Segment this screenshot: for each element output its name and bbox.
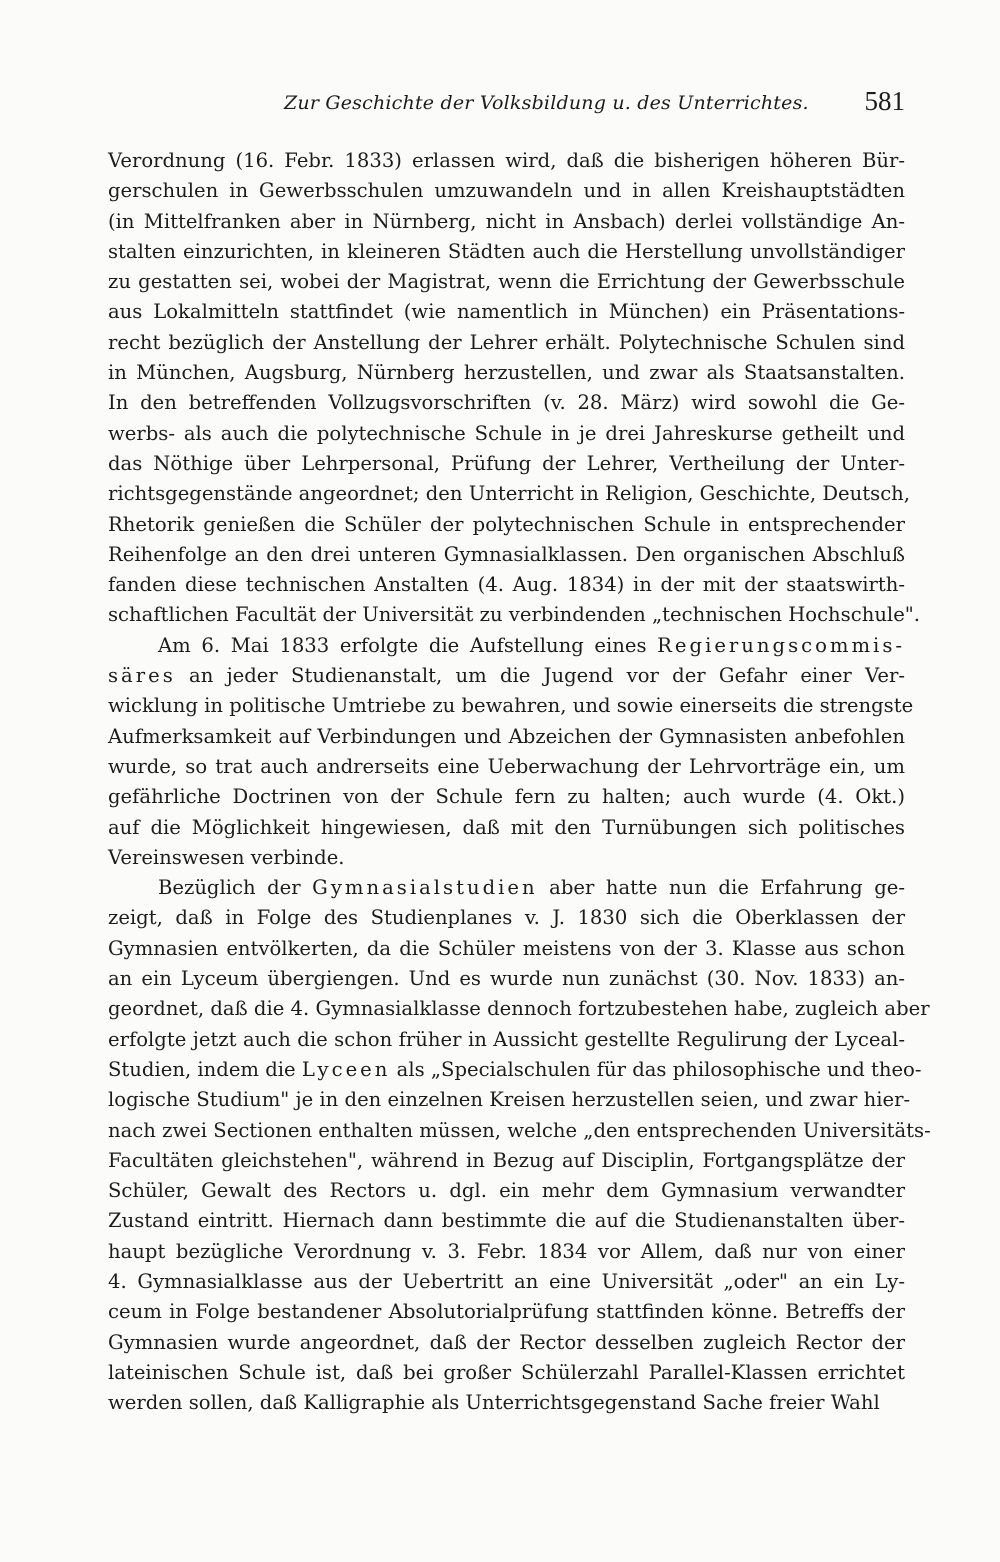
text-line [108, 1267, 905, 1297]
text-segment: aber hatte nun die Erfahrung ge- [537, 876, 905, 900]
text-line: Verordnung (16. Febr. 1833) erlassen wird, daß die bisherigen höheren Bür- [108, 149, 905, 172]
text-segment: ceum in Folge bestandener Absolutorialprüfung stattfinden könne. Betreffs der [108, 1300, 905, 1324]
text-line [108, 722, 905, 752]
text-line: aus Lokalmitteln stattfindet (wie namentlich in München) ein Präsentations- [108, 300, 905, 324]
text-segment: Vereinswesen verbinde. [108, 845, 345, 869]
text-line: In den betreffenden Vollzugsvorschriften (v. 28. März) wird sowohl die Ge- [108, 391, 905, 415]
text-segment: Gymnasien wurde angeordnet, daß der Rector desselben zugleich Rector der [108, 1330, 905, 1354]
text-line [108, 1297, 905, 1327]
text-line [108, 1328, 905, 1358]
text-line [108, 994, 930, 1024]
text-line: stalten einzurichten, in kleineren Städten auch die Herstellung unvollständiger [108, 239, 905, 263]
text-segment: an ein Lyceum übergiengen. Und es wurde nun zunächst (30. Nov. 1833) an- [108, 967, 905, 991]
text-line [108, 1146, 905, 1176]
text-line: fanden diese technischen Anstalten (4. Aug. 1834) in der mit der staatswirth- [108, 573, 905, 597]
text-segment: gefährliche Doctrinen von der Schule fern zu halten; auch wurde (4. Okt.) [108, 785, 905, 809]
text-segment: Zustand eintritt. Hiernach dann bestimmte die auf die Studienanstalten über- [108, 1209, 905, 1233]
text-line [108, 1237, 905, 1267]
text-line [108, 1388, 905, 1418]
text-segment: als „Specialschulen für das philosophische und theo- [390, 1057, 922, 1081]
page-body [108, 146, 931, 1418]
text-segment: Schüler, Gewalt des Rectors u. dgl. ein mehr dem Gymnasium verwandter [108, 1179, 905, 1203]
text-segment: nach zwei Sectionen enthalten müssen, welche „den entsprechenden Universitäts- [108, 1118, 931, 1142]
text-segment: wicklung in politische Umtriebe zu bewahren, und sowie einerseits die strengste [108, 694, 914, 718]
paragraph-2 [108, 631, 914, 873]
text-segment: wurde, so trat auch andrerseits eine Ueberwachung der Lehrvorträge ein, um [108, 754, 905, 778]
text-line [108, 843, 905, 873]
text-segment: erfolgte jetzt auch die schon früher in Aussicht gestellte Regulirung der Lyceal- [108, 1027, 905, 1051]
emphasized-term: Regierungscommis- [657, 633, 905, 657]
text-line [108, 1085, 911, 1115]
text-line: richtsgegenstände angeordnet; den Unterricht in Religion, Geschichte, Deutsch, [108, 482, 911, 506]
text-line: recht bezüglich der Anstellung der Lehrer erhält. Polytechnische Schulen sind [108, 330, 905, 354]
text-segment: logische Studium" je in den einzelnen Kreisen herzustellen seien, und zwar hier- [108, 1088, 911, 1112]
text-line: Reihenfolge an den drei unteren Gymnasialklassen. Den organischen Abschluß [108, 542, 905, 566]
text-line: (in Mittelfranken aber in Nürnberg, nicht in Ansbach) derlei vollständige An- [108, 209, 905, 233]
paragraph-1 [108, 146, 921, 631]
text-segment: Am 6. Mai 1833 erfolgte die Aufstellung eines [158, 633, 658, 657]
text-line [108, 1055, 922, 1085]
text-line [108, 1025, 905, 1055]
text-line [108, 903, 905, 933]
text-line: schaftlichen Facultät der Universität zu verbindenden „technischen Hochschule". [108, 603, 921, 627]
page-header [108, 86, 905, 124]
text-line: in München, Augsburg, Nürnberg herzustellen, und zwar als Staatsanstalten. [108, 361, 905, 385]
text-line [108, 964, 905, 994]
text-line: das Nöthige über Lehrpersonal, Prüfung der Lehrer, Vertheilung der Unter- [108, 451, 905, 475]
text-line [108, 661, 905, 691]
text-segment: an jeder Studienanstalt, um die Jugend vor der Gefahr einer Ver- [175, 664, 905, 688]
text-segment: haupt bezügliche Verordnung v. 3. Febr. 1834 vor Allem, daß nur von einer [108, 1239, 905, 1263]
text-line [108, 1206, 905, 1236]
text-line [108, 782, 905, 812]
text-line [108, 631, 905, 661]
text-line: zu gestatten sei, wobei der Magistrat, wenn die Errichtung der Gewerbsschule [108, 270, 905, 294]
paragraph-3 [108, 873, 931, 1418]
text-segment: Studien, indem die [108, 1057, 302, 1081]
text-line [108, 1358, 905, 1388]
emphasized-term: säres [108, 664, 176, 688]
text-segment: auf die Möglichkeit hingewiesen, daß mit den Turnübungen sich politisches [108, 815, 905, 839]
page-number: 581 [864, 86, 905, 116]
text-line [108, 691, 914, 721]
text-line [108, 813, 905, 843]
text-line [108, 1116, 931, 1146]
text-segment: Gymnasien entvölkerten, da die Schüler meistens von der 3. Klasse aus schon [108, 936, 905, 960]
emphasized-term: Lyceen [301, 1057, 391, 1081]
text-segment: Facultäten gleichstehen", während in Bezug auf Disciplin, Fortgangsplätze der [108, 1148, 905, 1172]
text-line [108, 934, 905, 964]
text-segment: Aufmerksamkeit auf Verbindungen und Abzeichen der Gymnasisten anbefohlen [108, 724, 905, 748]
text-segment: lateinischen Schule ist, daß bei großer Schülerzahl Parallel-Klassen errichtet [108, 1360, 905, 1384]
text-segment: werden sollen, daß Kalligraphie als Unterrichtsgegenstand Sache freier Wahl [108, 1391, 880, 1415]
text-line [108, 1176, 905, 1206]
text-line: gerschulen in Gewerbsschulen umzuwandeln und in allen Kreishauptstädten [108, 179, 905, 203]
text-line: Rhetorik genießen die Schüler der polytechnischen Schule in entsprechender [108, 512, 905, 536]
text-line [108, 873, 905, 903]
text-segment: Bezüglich der [158, 876, 313, 900]
running-title: Zur Geschichte der Volksbildung u. des Unterrichtes. [284, 92, 809, 114]
text-line [108, 752, 905, 782]
text-segment: geordnet, daß die 4. Gymnasialklasse dennoch fortzubestehen habe, zugleich aber [108, 997, 930, 1021]
emphasized-term: Gymnasialstudien [312, 876, 538, 900]
text-segment: 4. Gymnasialklasse aus der Uebertritt an eine Universität „oder" an ein Ly- [108, 1269, 905, 1293]
text-segment: zeigt, daß in Folge des Studienplanes v. J. 1830 sich die Oberklassen der [108, 906, 905, 930]
text-line: werbs- als auch die polytechnische Schule in je drei Jahreskurse getheilt und [108, 421, 905, 445]
